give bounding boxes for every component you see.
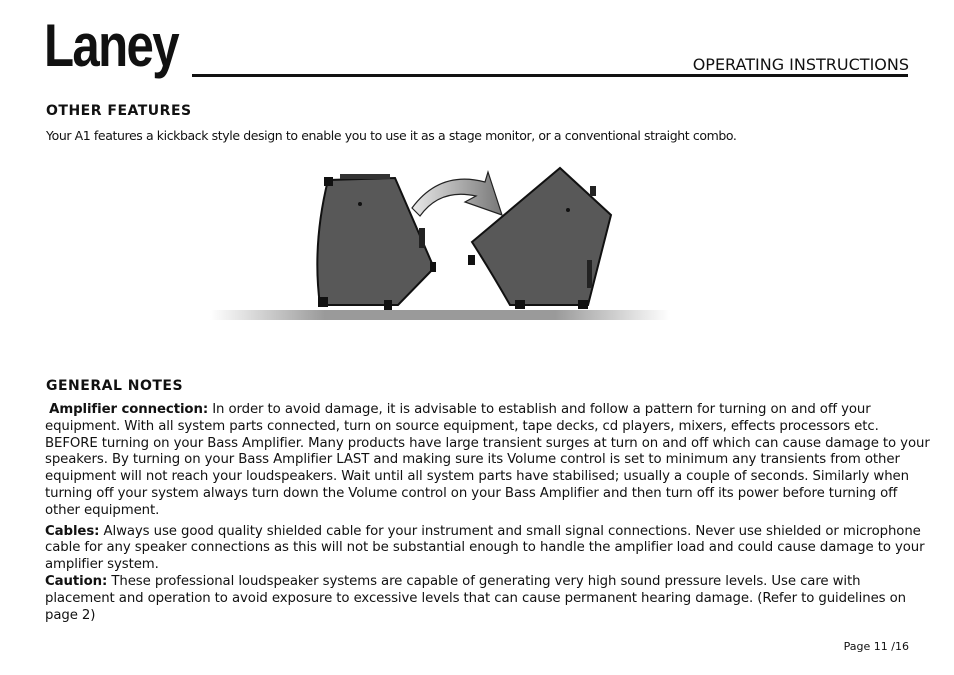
- other-features-heading: OTHER FEATURES: [46, 103, 192, 119]
- speaker-cabinet-straight: [317, 174, 436, 310]
- caution-text: These professional loudspeaker systems are capable of generating very high sound pressure levels. Use care with placement and operation to avoid exposure to excessive levels that can cause permanent hearing damage. (Refer to guidelines on page 2): [45, 573, 906, 623]
- brand-logo: Laney: [44, 12, 179, 79]
- general-notes-heading: GENERAL NOTES: [46, 378, 184, 394]
- amplifier-connection-label: Amplifier connection:: [49, 402, 209, 417]
- header-rule: [192, 74, 908, 77]
- kickback-illustration: [210, 160, 670, 330]
- cables-text: Always use good quality shielded cable for your instrument and small signal connections. Never use shielded or microphone cable for any speaker connections as this will not be substantial enough to handle the amplifier load and could cause damage to your amplifier system.: [45, 523, 925, 573]
- caution-label: Caution:: [45, 573, 108, 589]
- cables-paragraph: [45, 524, 930, 574]
- amplifier-connection-text: In order to avoid damage, it is advisable to establish and follow a pattern for turning on and off your equipment. With all system parts connected, turn on source equipment, tape decks, cd players, mixers, effects processors etc. BEFORE turning on your Bass Amplifier. Many products have large transient surges at turn on and off which can cause damage to your speakers. By turning on your Bass Amplifier LAST and making sure its Volume control is set to minimum any transients from other equipment will not reach your loudspeakers. Wait until all system parts have stabilised; usually a couple of seconds. Similarly when turning off your system always turn down the Volume control on your Bass Amplifier and then turn off its power before turning off other equipment.: [45, 402, 930, 518]
- caution-paragraph: [45, 574, 930, 624]
- amplifier-connection-paragraph: [45, 402, 930, 520]
- rotate-arrow-icon: [412, 172, 502, 216]
- page-number: Page 11 /16: [843, 640, 909, 653]
- other-features-text: Your A1 features a kickback style design to enable you to use it as a stage monitor, or a conventional straight combo.: [46, 128, 737, 143]
- floor-shadow: [210, 310, 670, 320]
- general-notes-body: [45, 402, 930, 628]
- page-title: OPERATING INSTRUCTIONS: [692, 55, 909, 74]
- cables-label: Cables:: [45, 523, 100, 539]
